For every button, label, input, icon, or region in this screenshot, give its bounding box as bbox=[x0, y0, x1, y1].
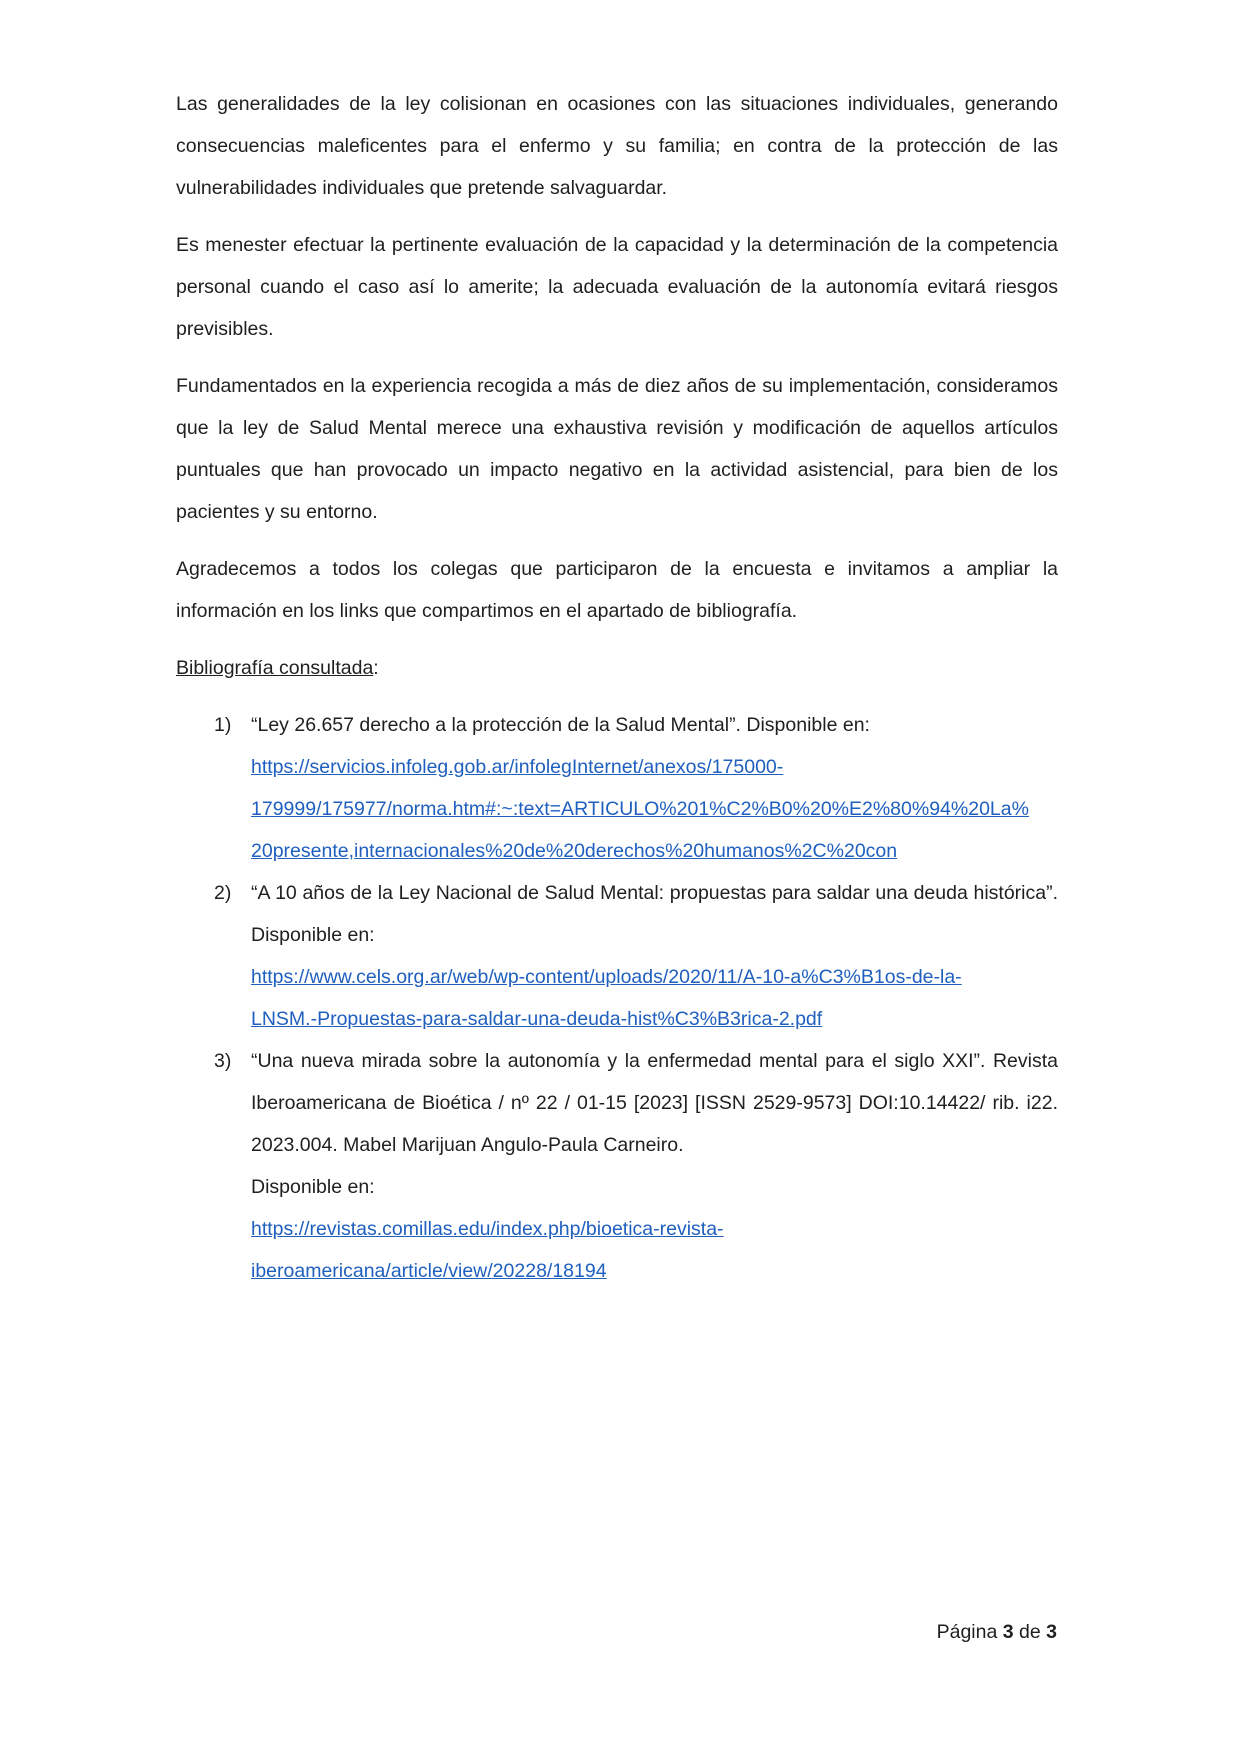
footer-page-word: Página bbox=[936, 1621, 998, 1643]
page-content bbox=[176, 83, 1058, 1292]
reference-link-line[interactable]: 179999/175977/norma.htm#:~:text=ARTICULO%201%C2%B0%20%E2%80%94%20La% bbox=[251, 798, 1029, 820]
reference-item-1 bbox=[176, 704, 1058, 872]
footer-current-page: 3 bbox=[1002, 1621, 1014, 1643]
reference-availability: Disponible en: bbox=[251, 1176, 375, 1198]
paragraph-3: Fundamentados en la experiencia recogida a más de diez años de su implementación, consideramos que la ley de Salud Mental merece una exhaustiva revisión y modificación de aquellos artículos puntuales que han provocado un impacto negativo en la actividad asistencial, para bien de los pacientes y su entorno. bbox=[176, 375, 1058, 523]
bibliography-heading-colon: : bbox=[373, 657, 379, 679]
reference-link-line[interactable]: https://www.cels.org.ar/web/wp-content/uploads/2020/11/A-10-a%C3%B1os-de-la- bbox=[251, 966, 962, 988]
reference-text: “Ley 26.657 derecho a la protección de la Salud Mental”. Disponible en: bbox=[251, 714, 870, 736]
reference-text: “A 10 años de la Ley Nacional de Salud Mental: propuestas para saldar una deuda histórica”. Disponible en: bbox=[251, 882, 1058, 946]
reference-number: 2) bbox=[214, 882, 232, 904]
paragraph-2: Es menester efectuar la pertinente evaluación de la capacidad y la determinación de la competencia personal cuando el caso así lo amerite; la adecuada evaluación de la autonomía evitará riesgos previsibles. bbox=[176, 234, 1058, 340]
bibliography-heading-text: Bibliografía consultada bbox=[176, 657, 374, 679]
bibliography-heading bbox=[176, 647, 1058, 689]
reference-number: 3) bbox=[214, 1050, 232, 1072]
page-footer bbox=[937, 1617, 1057, 1647]
reference-item-2 bbox=[176, 872, 1058, 1040]
reference-item-3 bbox=[176, 1040, 1058, 1292]
reference-list bbox=[176, 704, 1058, 1292]
footer-of-word: de bbox=[1019, 1621, 1041, 1643]
reference-link-line[interactable]: 20presente,internacionales%20de%20derechos%20humanos%2C%20con bbox=[251, 840, 898, 862]
footer-total-pages: 3 bbox=[1046, 1621, 1057, 1643]
reference-link-line[interactable]: iberoamericana/article/view/20228/18194 bbox=[251, 1260, 607, 1282]
reference-link-line[interactable]: https://revistas.comillas.edu/index.php/bioetica-revista- bbox=[251, 1218, 724, 1240]
reference-link-line[interactable]: https://servicios.infoleg.gob.ar/infolegInternet/anexos/175000- bbox=[251, 756, 784, 778]
reference-text: “Una nueva mirada sobre la autonomía y la enfermedad mental para el siglo XXI”. Revista Iberoamericana de Bioética / nº 22 / 01-15 [2023] [ISSN 2529-9573] DOI:10.14422/ rib. i22. 2023.004. Mabel Marijuan Angulo-Paula Carneiro. bbox=[251, 1050, 1058, 1156]
paragraph-4: Agradecemos a todos los colegas que participaron de la encuesta e invitamos a ampliar la información en los links que compartimos en el apartado de bibliografía. bbox=[176, 558, 1058, 622]
reference-number: 1) bbox=[214, 714, 232, 736]
paragraph-1: Las generalidades de la ley colisionan en ocasiones con las situaciones individuales, generando consecuencias maleficentes para el enfermo y su familia; en contra de la protección de las vulnerabilidades individuales que pretende salvaguardar. bbox=[176, 93, 1058, 199]
reference-link-line[interactable]: LNSM.-Propuestas-para-saldar-una-deuda-hist%C3%B3rica-2.pdf bbox=[251, 1008, 823, 1030]
